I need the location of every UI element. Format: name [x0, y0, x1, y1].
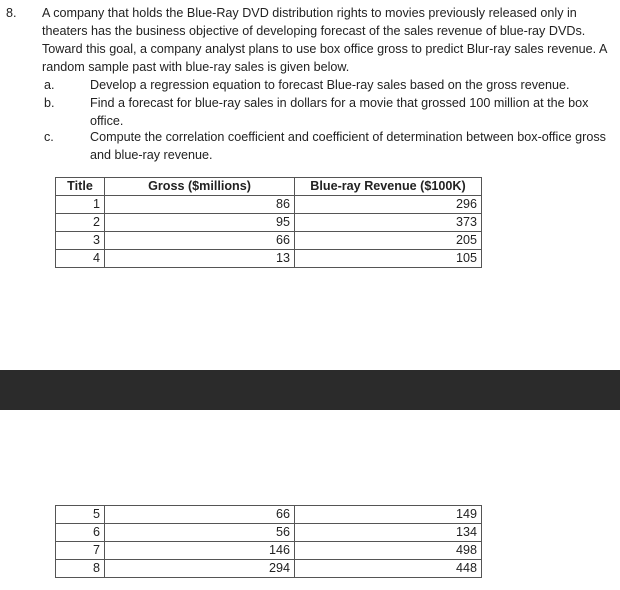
item-text: Develop a regression equation to forecast Blue-ray sales based on the gross revenue. [90, 78, 570, 92]
cell-gross: 95 [105, 214, 295, 232]
cell-gross: 66 [105, 506, 295, 524]
cell-revenue: 105 [295, 250, 482, 268]
header-title: Title [56, 178, 105, 196]
table-row [56, 560, 482, 578]
cell-title: 4 [56, 250, 105, 268]
cell-revenue: 134 [295, 524, 482, 542]
cell-gross: 56 [105, 524, 295, 542]
cell-title: 5 [56, 506, 105, 524]
item-text: Find a forecast for blue-ray sales in dollars for a movie that grossed 100 million at the box office. [90, 96, 589, 128]
cell-title: 7 [56, 542, 105, 560]
cell-revenue: 448 [295, 560, 482, 578]
table-row [56, 196, 482, 214]
table-row [56, 214, 482, 232]
item-text: Compute the correlation coefficient and coefficient of determination between box-office gross and blue-ray revenue. [90, 130, 606, 162]
table-row [56, 524, 482, 542]
cell-title: 6 [56, 524, 105, 542]
cell-gross: 66 [105, 232, 295, 250]
cell-revenue: 205 [295, 232, 482, 250]
redaction-band [0, 370, 620, 410]
cell-title: 1 [56, 196, 105, 214]
cell-gross: 13 [105, 250, 295, 268]
question-number: 8. [6, 6, 17, 20]
table-header-row [56, 178, 482, 196]
table-row [56, 250, 482, 268]
table-row [56, 506, 482, 524]
item-label: a. [44, 78, 55, 92]
header-gross: Gross ($millions) [105, 178, 295, 196]
item-label: b. [44, 96, 55, 110]
cell-title: 8 [56, 560, 105, 578]
cell-title: 3 [56, 232, 105, 250]
cell-title: 2 [56, 214, 105, 232]
cell-revenue: 373 [295, 214, 482, 232]
question-intro: A company that holds the Blue-Ray DVD distribution rights to movies previously released only in theaters has the business objective of developing forecast of the sales revenue of blue-ray DVDs. Toward this goal, a company analyst plans to use box office gross to predict Blur-ray sales revenue. A random sample past with blue-ray sales is given below. [42, 6, 607, 74]
cell-revenue: 498 [295, 542, 482, 560]
cell-gross: 146 [105, 542, 295, 560]
cell-revenue: 149 [295, 506, 482, 524]
table-row [56, 232, 482, 250]
table-row [56, 542, 482, 560]
data-table-top [55, 177, 482, 268]
header-revenue: Blue-ray Revenue ($100K) [295, 178, 482, 196]
item-label: c. [44, 130, 54, 144]
cell-gross: 86 [105, 196, 295, 214]
cell-revenue: 296 [295, 196, 482, 214]
data-table-bottom [55, 505, 482, 578]
cell-gross: 294 [105, 560, 295, 578]
